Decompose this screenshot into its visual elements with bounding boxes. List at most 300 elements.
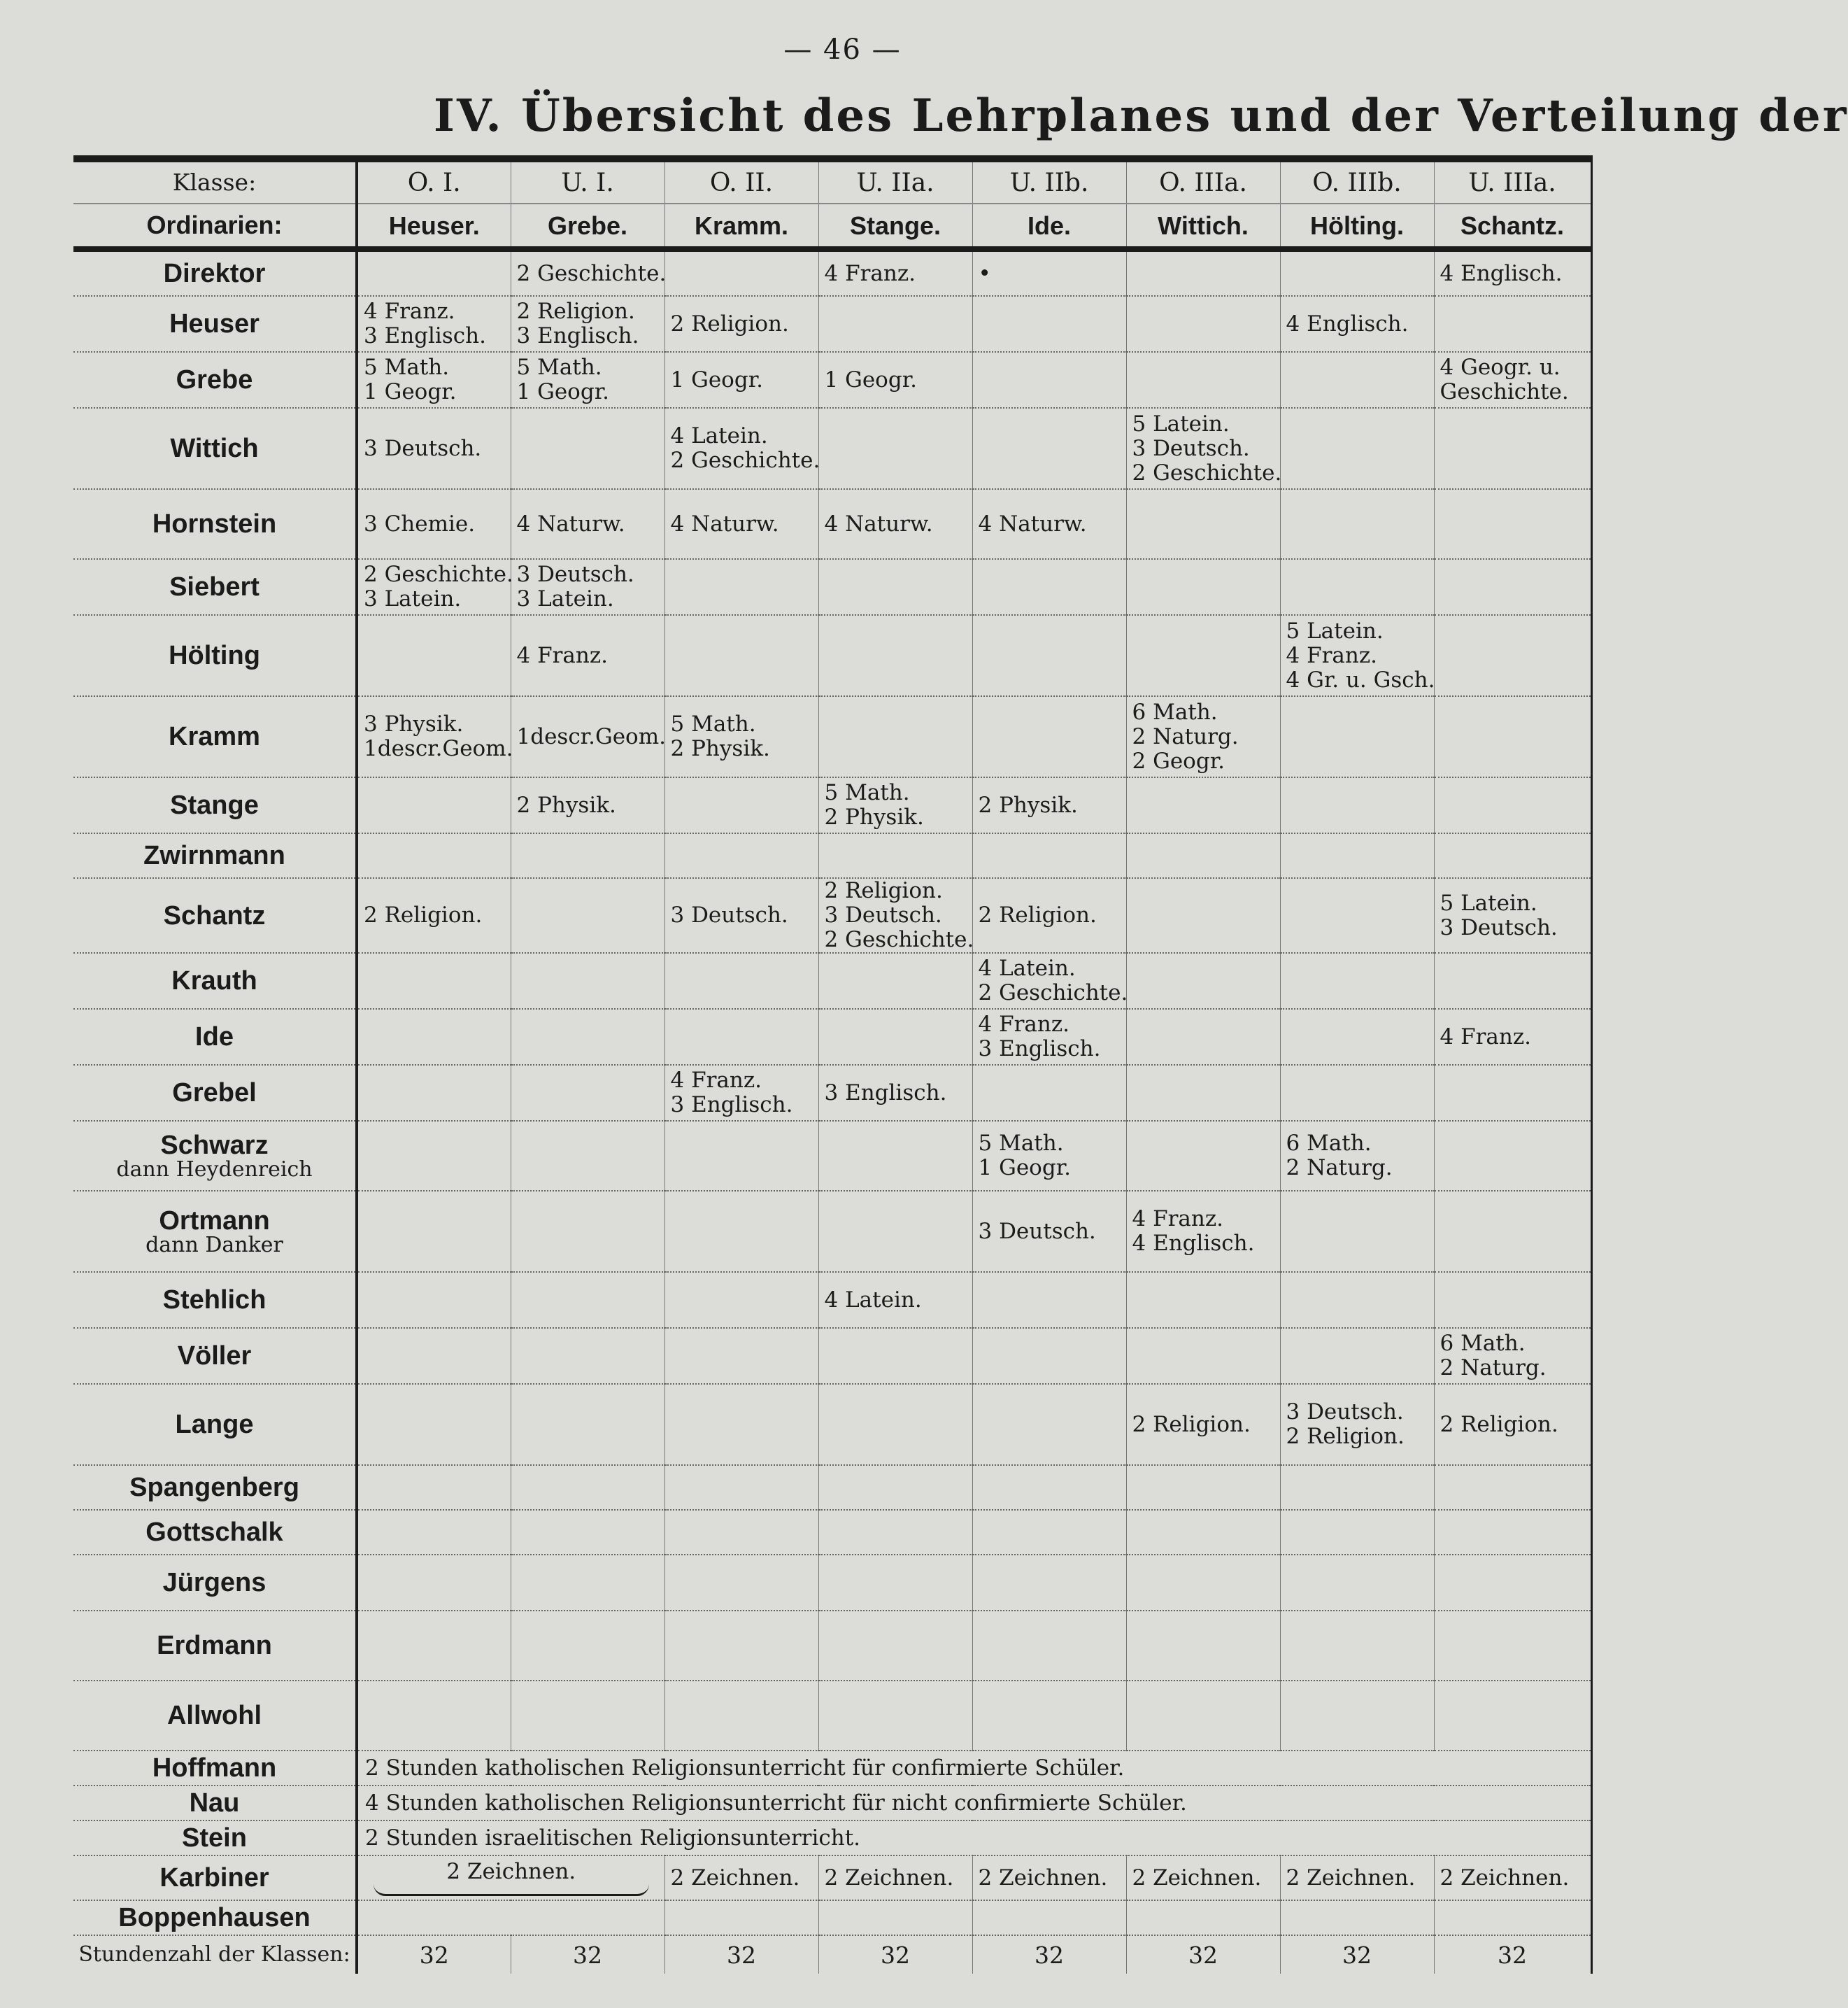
lesson-cell xyxy=(1280,408,1434,489)
lesson-cell: 2 Zeichnen. xyxy=(664,1855,818,1900)
lesson-cell xyxy=(664,1465,818,1510)
lesson-cell xyxy=(1280,489,1434,559)
teacher-name-cell xyxy=(73,559,357,615)
lesson-cell xyxy=(1126,953,1280,1009)
teacher-name-cell xyxy=(73,1384,357,1465)
lesson-cell xyxy=(511,489,664,559)
lesson-cell xyxy=(511,1555,664,1611)
teacher-name-cell xyxy=(73,1510,357,1555)
lesson-line: 4 Latein. xyxy=(670,423,768,448)
lesson-cell xyxy=(818,1121,972,1191)
lesson-line: 5 Math. xyxy=(516,355,602,380)
lesson-cell xyxy=(511,878,664,953)
lesson-cell xyxy=(1280,249,1434,296)
lesson-line: 2 Geschichte. xyxy=(1132,460,1282,486)
lesson-line: 3 Physik. xyxy=(364,712,464,737)
lesson-cell xyxy=(511,1065,664,1121)
lesson-cell xyxy=(1280,296,1434,352)
lesson-cell xyxy=(972,1465,1126,1510)
teacher-name-cell xyxy=(73,615,357,696)
teacher-name: Zwirnmann xyxy=(143,841,285,870)
lesson-line: 4 Franz. xyxy=(364,299,455,324)
lesson-line: 5 Math. xyxy=(670,712,756,737)
teacher-row xyxy=(73,1009,1591,1065)
lesson-line: 5 Math. xyxy=(978,1131,1064,1156)
empty-cell xyxy=(972,1900,1126,1935)
lesson-cell xyxy=(1280,615,1434,696)
lesson-line: • xyxy=(978,260,991,286)
lesson-cell xyxy=(1126,1065,1280,1121)
lesson-line: 1 Geogr. xyxy=(364,379,457,404)
teacher-name-cell xyxy=(73,1611,357,1681)
lesson-cell xyxy=(972,1510,1126,1555)
lesson-line: 2 Naturg. xyxy=(1132,723,1239,749)
lesson-cell xyxy=(664,777,818,833)
lesson-cell xyxy=(357,296,511,352)
ordinarius-name: Kramm. xyxy=(664,204,818,249)
lesson-line: Geschichte. xyxy=(1440,379,1569,404)
lesson-cell xyxy=(818,1681,972,1751)
lesson-cell xyxy=(972,352,1126,408)
lesson-cell xyxy=(818,1272,972,1328)
class-total: 32 xyxy=(357,1935,511,1974)
empty-cell xyxy=(357,1900,664,1935)
lesson-line: 2 Naturg. xyxy=(1286,1155,1393,1180)
lesson-cell xyxy=(1280,1272,1434,1328)
drawing-brace-label: 2 Zeichnen. xyxy=(446,1859,576,1884)
lesson-cell xyxy=(511,696,664,777)
teacher-name-cell xyxy=(73,408,357,489)
lesson-line: 2 Religion. xyxy=(670,311,789,337)
lesson-line: 3 Englisch. xyxy=(978,1036,1101,1061)
lesson-cell xyxy=(1280,1510,1434,1555)
lesson-cell xyxy=(357,1510,511,1555)
lesson-cell xyxy=(972,833,1126,878)
lesson-cell xyxy=(972,953,1126,1009)
lesson-cell xyxy=(1126,1611,1280,1681)
lesson-cell xyxy=(357,1191,511,1272)
lesson-cell xyxy=(664,615,818,696)
lesson-line: 3 Deutsch. xyxy=(670,903,788,928)
ordinarius-name: Heuser. xyxy=(357,204,511,249)
ordinarius-name: Hölting. xyxy=(1280,204,1434,249)
teacher-name-cell xyxy=(73,878,357,953)
class-total: 32 xyxy=(1280,1935,1434,1974)
lesson-cell xyxy=(664,1191,818,1272)
lesson-cell xyxy=(664,489,818,559)
lesson-cell xyxy=(1126,1681,1280,1751)
lesson-line: 1descr.Geom. xyxy=(516,723,666,749)
teacher-row xyxy=(73,615,1591,696)
lesson-cell xyxy=(1434,559,1591,615)
lesson-cell xyxy=(1280,878,1434,953)
ordinarius-name: Ide. xyxy=(972,204,1126,249)
lesson-line: 5 Math. xyxy=(364,355,450,380)
lesson-line: 2 Religion. xyxy=(516,299,635,324)
lesson-cell xyxy=(664,1611,818,1681)
lesson-line: 2 Physik. xyxy=(824,805,924,830)
lesson-cell xyxy=(511,1611,664,1681)
lesson-line: 3 Englisch. xyxy=(364,323,486,348)
lesson-cell xyxy=(357,777,511,833)
teacher-name-cell xyxy=(73,696,357,777)
lesson-cell xyxy=(818,1384,972,1465)
lesson-cell xyxy=(1126,1384,1280,1465)
teacher-name-cell xyxy=(73,1681,357,1751)
lesson-cell xyxy=(1126,296,1280,352)
lesson-cell xyxy=(511,615,664,696)
lesson-cell xyxy=(511,1384,664,1465)
lesson-cell xyxy=(1434,1191,1591,1272)
teacher-name: Kramm xyxy=(169,722,260,751)
religion-note: 2 Stunden israelitischen Religionsunterricht. xyxy=(357,1820,1591,1855)
lesson-line: 1 Geogr. xyxy=(978,1155,1071,1180)
class-total: 32 xyxy=(818,1935,972,1974)
teacher-name: Boppenhausen xyxy=(73,1900,357,1935)
lesson-cell xyxy=(357,559,511,615)
lesson-cell xyxy=(972,559,1126,615)
lesson-cell xyxy=(1126,833,1280,878)
lesson-cell: 2 Zeichnen. xyxy=(1126,1855,1280,1900)
lesson-cell xyxy=(357,1009,511,1065)
teacher-name: Schantz xyxy=(163,900,266,931)
teacher-row xyxy=(73,1855,1591,1900)
class-total: 32 xyxy=(511,1935,664,1974)
lesson-line: 3 Latein. xyxy=(364,586,462,611)
lesson-cell xyxy=(972,1555,1126,1611)
teacher-name-cell xyxy=(73,833,357,878)
teacher-row xyxy=(73,1786,1591,1820)
teacher-row xyxy=(73,878,1591,953)
teacher-row xyxy=(73,833,1591,878)
lesson-cell xyxy=(972,1681,1126,1751)
class-header: O. II. xyxy=(664,159,818,204)
lesson-line: 4 Englisch. xyxy=(1286,311,1409,337)
lesson-line: 3 Latein. xyxy=(516,586,614,611)
lesson-cell xyxy=(511,1510,664,1555)
teacher-name: Ortmann xyxy=(159,1206,270,1236)
lesson-cell xyxy=(1434,1272,1591,1328)
lesson-line: 4 Naturw. xyxy=(824,511,933,537)
lesson-line: 3 Deutsch. xyxy=(824,903,942,928)
lesson-line: 2 Religion. xyxy=(1440,1411,1558,1437)
lesson-cell xyxy=(1126,352,1280,408)
lesson-line: 4 Gr. u. Gsch. xyxy=(1286,667,1435,693)
lesson-cell xyxy=(664,1555,818,1611)
empty-cell xyxy=(1434,1900,1591,1935)
lesson-cell xyxy=(357,953,511,1009)
lesson-cell xyxy=(1126,1191,1280,1272)
lesson-cell xyxy=(972,1121,1126,1191)
lesson-cell xyxy=(1280,833,1434,878)
empty-cell xyxy=(818,1900,972,1935)
teaching-plan-table xyxy=(73,155,1593,1974)
lesson-cell xyxy=(1280,953,1434,1009)
page-title: IV. Übersicht des Lehrplanes und der Verteilung der xyxy=(434,90,1848,142)
empty-cell xyxy=(1126,1900,1280,1935)
lesson-cell xyxy=(664,1009,818,1065)
lesson-cell xyxy=(511,777,664,833)
lesson-cell xyxy=(1434,615,1591,696)
lesson-cell xyxy=(664,249,818,296)
lesson-cell xyxy=(1434,1121,1591,1191)
lesson-cell xyxy=(357,408,511,489)
lesson-line: 4 Franz. xyxy=(978,1012,1070,1037)
teacher-name-cell xyxy=(73,1191,357,1272)
teacher-name-cell xyxy=(73,777,357,833)
lesson-cell xyxy=(1434,352,1591,408)
lesson-cell: 2 Zeichnen. xyxy=(1434,1855,1591,1900)
lesson-cell xyxy=(1434,1510,1591,1555)
lesson-cell xyxy=(1126,1328,1280,1384)
lesson-cell xyxy=(1126,1510,1280,1555)
lesson-cell xyxy=(664,1681,818,1751)
lesson-line: 1descr.Geom. xyxy=(364,736,513,761)
religion-note: 4 Stunden katholischen Religionsunterricht für nicht confirmierte Schüler. xyxy=(357,1786,1591,1820)
class-total: 32 xyxy=(1126,1935,1280,1974)
drawing-brace-cell xyxy=(357,1855,664,1900)
lesson-line: 4 Naturw. xyxy=(978,511,1087,537)
lesson-cell xyxy=(1126,696,1280,777)
lesson-cell xyxy=(1434,1681,1591,1751)
teacher-row xyxy=(73,1065,1591,1121)
lesson-line: 4 Franz. xyxy=(670,1068,762,1093)
lesson-cell xyxy=(1126,1121,1280,1191)
teacher-name-cell xyxy=(73,1065,357,1121)
lesson-cell xyxy=(511,1009,664,1065)
teacher-name-cell xyxy=(73,1272,357,1328)
teacher-row xyxy=(73,296,1591,352)
teacher-name: Jürgens xyxy=(162,1568,266,1597)
lesson-cell xyxy=(1126,1555,1280,1611)
lesson-cell xyxy=(1434,249,1591,296)
lesson-line: 2 Naturg. xyxy=(1440,1355,1547,1380)
lesson-cell xyxy=(818,878,972,953)
lesson-cell xyxy=(1280,352,1434,408)
teacher-row xyxy=(73,696,1591,777)
class-header: U. IIIa. xyxy=(1434,159,1591,204)
teacher-name-cell xyxy=(73,352,357,408)
teacher-row xyxy=(73,1510,1591,1555)
lesson-cell: 2 Zeichnen. xyxy=(818,1855,972,1900)
lesson-cell xyxy=(664,1510,818,1555)
lesson-cell xyxy=(1280,559,1434,615)
lesson-cell xyxy=(1126,1272,1280,1328)
lesson-cell xyxy=(357,615,511,696)
teacher-name: Hornstein xyxy=(152,509,277,539)
lesson-cell xyxy=(972,1611,1126,1681)
lesson-cell xyxy=(972,878,1126,953)
lesson-cell xyxy=(972,1191,1126,1272)
teacher-name: Grebe xyxy=(176,365,253,395)
teacher-name: Stein xyxy=(73,1820,357,1855)
lesson-line: 4 Naturw. xyxy=(670,511,779,537)
class-total: 32 xyxy=(664,1935,818,1974)
lesson-cell xyxy=(511,1328,664,1384)
teacher-name: Allwohl xyxy=(166,1701,262,1730)
class-total: 32 xyxy=(972,1935,1126,1974)
teacher-name: Gottschalk xyxy=(145,1518,283,1547)
lesson-cell xyxy=(357,1065,511,1121)
teacher-name: Karbiner xyxy=(73,1855,357,1900)
lesson-cell xyxy=(1434,1065,1591,1121)
teacher-name: Wittich xyxy=(170,434,259,463)
teacher-name: Stange xyxy=(170,791,259,820)
lesson-line: 1 Geogr. xyxy=(824,367,917,393)
lesson-cell xyxy=(1126,777,1280,833)
lesson-cell xyxy=(1280,1328,1434,1384)
lesson-cell xyxy=(972,1328,1126,1384)
lesson-cell xyxy=(1126,249,1280,296)
teacher-name: Spangenberg xyxy=(129,1473,299,1502)
lesson-cell xyxy=(357,1328,511,1384)
lesson-cell xyxy=(664,1121,818,1191)
lesson-cell xyxy=(972,1009,1126,1065)
lesson-cell xyxy=(357,489,511,559)
lesson-cell xyxy=(1126,408,1280,489)
lesson-cell xyxy=(357,352,511,408)
teacher-name: Direktor xyxy=(163,259,266,288)
teacher-name-cell xyxy=(73,489,357,559)
lesson-cell xyxy=(818,249,972,296)
ordinarius-name: Schantz. xyxy=(1434,204,1591,249)
lesson-cell xyxy=(1280,1121,1434,1191)
lesson-line: 2 Geogr. xyxy=(1132,748,1225,774)
lesson-cell xyxy=(1126,878,1280,953)
teacher-name-cell xyxy=(73,1328,357,1384)
lesson-cell xyxy=(357,696,511,777)
lesson-line: 2 Physik. xyxy=(516,792,616,818)
lesson-cell xyxy=(818,1191,972,1272)
lesson-cell xyxy=(972,1065,1126,1121)
teacher-name: Hölting xyxy=(169,641,260,670)
lesson-cell xyxy=(664,953,818,1009)
lesson-cell xyxy=(972,696,1126,777)
totals-label: Stundenzahl der Klassen: xyxy=(73,1935,357,1974)
lesson-line: 3 Englisch. xyxy=(516,323,639,348)
lesson-cell xyxy=(818,352,972,408)
lesson-cell xyxy=(664,878,818,953)
lesson-cell: 2 Zeichnen. xyxy=(972,1855,1126,1900)
teacher-name-cell xyxy=(73,1555,357,1611)
lesson-line: 6 Math. xyxy=(1132,699,1218,725)
teacher-name: Lange xyxy=(175,1410,254,1439)
teacher-row xyxy=(73,953,1591,1009)
teacher-name: Grebel xyxy=(172,1078,257,1108)
class-total: 32 xyxy=(1434,1935,1591,1974)
lesson-cell xyxy=(1434,878,1591,953)
lesson-cell xyxy=(1434,1328,1591,1384)
teacher-name: Heuser xyxy=(169,309,260,339)
teacher-row xyxy=(73,1384,1591,1465)
lesson-cell xyxy=(511,953,664,1009)
lesson-cell xyxy=(818,1510,972,1555)
lesson-line: 4 Franz. xyxy=(824,260,916,286)
lesson-cell xyxy=(357,1465,511,1510)
lesson-line: 4 Franz. xyxy=(1440,1024,1532,1049)
lesson-cell xyxy=(664,296,818,352)
teacher-name-cell xyxy=(73,1465,357,1510)
teacher-name: Ide xyxy=(195,1022,234,1052)
lesson-line: 4 Franz. xyxy=(1286,642,1378,668)
lesson-line: 4 Geogr. u. xyxy=(1440,355,1561,380)
lesson-cell xyxy=(1280,777,1434,833)
lesson-line: 3 Deutsch. xyxy=(516,562,634,587)
lesson-cell xyxy=(1434,1465,1591,1510)
teacher-row xyxy=(73,1465,1591,1510)
teacher-name: Stehlich xyxy=(162,1285,266,1315)
teacher-row xyxy=(73,1272,1591,1328)
lesson-cell xyxy=(357,833,511,878)
lesson-line: 2 Religion. xyxy=(824,878,943,903)
religion-note: 2 Stunden katholischen Religionsunterricht für confirmierte Schüler. xyxy=(357,1751,1591,1786)
lesson-cell xyxy=(818,833,972,878)
lesson-cell xyxy=(1126,615,1280,696)
lesson-line: 6 Math. xyxy=(1286,1131,1372,1156)
teacher-row xyxy=(73,1121,1591,1191)
lesson-cell xyxy=(972,296,1126,352)
lesson-cell xyxy=(664,408,818,489)
lesson-line: 2 Geschichte. xyxy=(824,927,974,952)
lesson-cell xyxy=(357,1555,511,1611)
teacher-row xyxy=(73,1611,1591,1681)
teacher-row xyxy=(73,1681,1591,1751)
ordinarius-name: Wittich. xyxy=(1126,204,1280,249)
lesson-cell xyxy=(511,1681,664,1751)
lesson-line: 4 Naturw. xyxy=(516,511,625,537)
lesson-line: 3 Deutsch. xyxy=(978,1218,1096,1244)
lesson-line: 3 Deutsch. xyxy=(1440,914,1558,940)
lesson-cell xyxy=(357,878,511,953)
lesson-cell xyxy=(511,833,664,878)
lesson-line: 3 Englisch. xyxy=(670,1092,793,1117)
ordinarius-name: Stange. xyxy=(818,204,972,249)
teacher-row xyxy=(73,1555,1591,1611)
teacher-name: Siebert xyxy=(169,572,260,602)
lesson-line: 1 Geogr. xyxy=(516,379,609,404)
lesson-line: 2 Geschichte. xyxy=(670,448,820,473)
ordinarien-label: Ordinarien: xyxy=(73,204,357,249)
teacher-row xyxy=(73,1820,1591,1855)
lesson-cell xyxy=(1280,1555,1434,1611)
lesson-cell xyxy=(1280,1009,1434,1065)
teacher-substitute: dann Heydenreich xyxy=(116,1157,313,1182)
teacher-row xyxy=(73,489,1591,559)
lesson-cell xyxy=(1280,1384,1434,1465)
lesson-cell xyxy=(1434,1009,1591,1065)
lesson-line: 2 Geschichte. xyxy=(978,980,1128,1005)
lesson-line: 6 Math. xyxy=(1440,1331,1526,1356)
lesson-cell xyxy=(818,615,972,696)
lesson-cell xyxy=(818,1611,972,1681)
lesson-cell xyxy=(1434,833,1591,878)
lesson-line: 5 Latein. xyxy=(1132,411,1230,437)
teacher-row xyxy=(73,1900,1591,1935)
empty-cell xyxy=(1280,1900,1434,1935)
lesson-cell xyxy=(818,953,972,1009)
lesson-cell xyxy=(972,1384,1126,1465)
teacher-row xyxy=(73,1191,1591,1272)
lesson-cell xyxy=(1434,1555,1591,1611)
class-header: U. IIb. xyxy=(972,159,1126,204)
lesson-cell xyxy=(818,1009,972,1065)
lesson-cell xyxy=(1280,1465,1434,1510)
lesson-cell xyxy=(511,296,664,352)
lesson-cell xyxy=(818,408,972,489)
lesson-cell xyxy=(818,489,972,559)
lesson-line: 2 Religion. xyxy=(1286,1424,1405,1449)
lesson-cell xyxy=(1434,489,1591,559)
